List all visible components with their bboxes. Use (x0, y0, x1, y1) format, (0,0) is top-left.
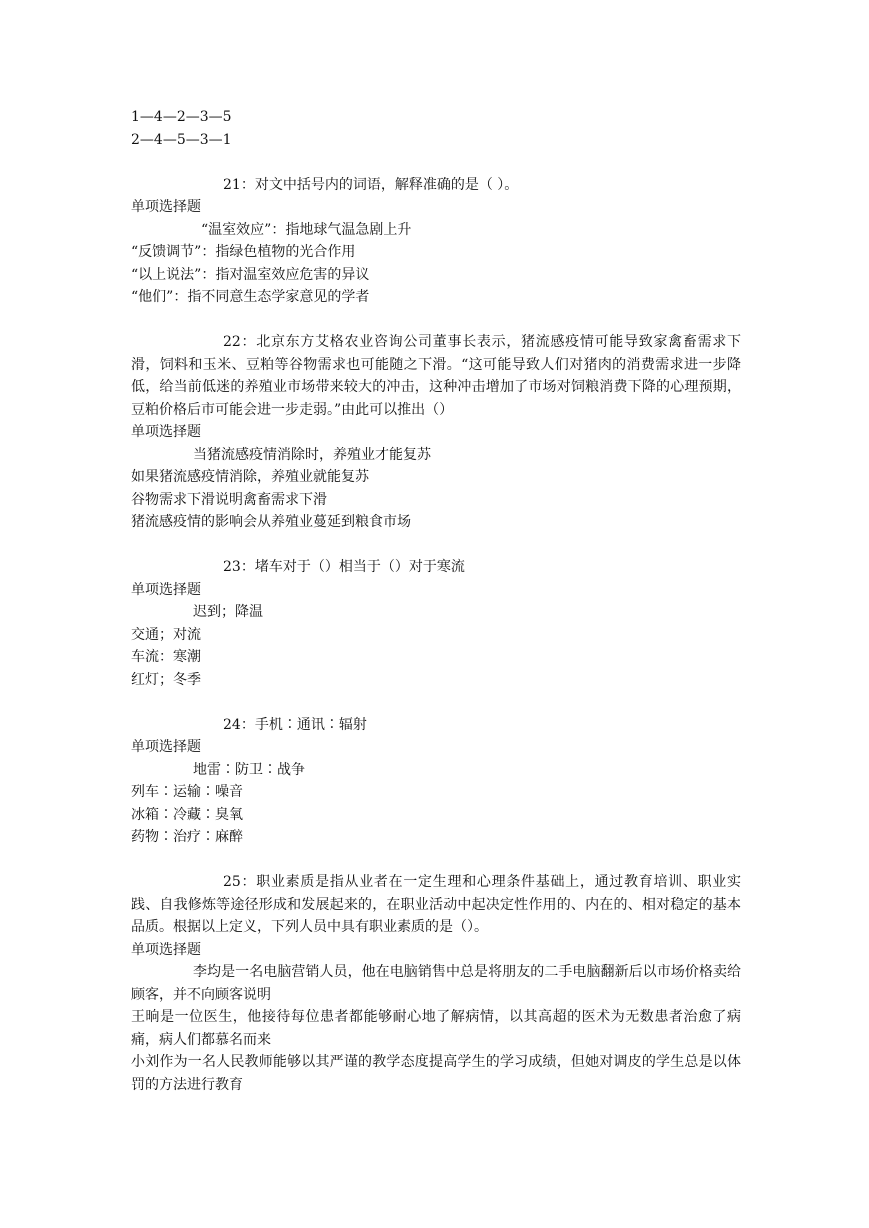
option: “温室效应”：指地球气温急剧上升 (201, 221, 412, 238)
option: 列车∶运输∶噪音 (131, 784, 243, 800)
question-stem: 22：北京东方艾格农业咨询公司董事长表示，猪流感疫情可能导致家禽畜需求下滑，饲料和玉米、豆粕等谷物需求也可能随之下滑。“这可能导致人们对猪肉的消费需求进一步降低，给当前低迷的养殖业市场带来较大的冲击，这种冲击增加了市场对饲粮消费下降的心理预期，豆粕价格后市可能会进一步走弱。”由此可以推出（） (131, 334, 741, 418)
option: “以上说法”：指对温室效应危害的异议 (131, 266, 370, 283)
document-content (131, 106, 741, 1096)
sequence-line: 2—4—5—3—1 (131, 131, 232, 148)
option: 小刘作为一名人民教师能够以其严谨的教学态度提高学生的学习成绩，但她对调皮的学生总是以体罚的方法进行教育 (131, 1054, 741, 1093)
question-24 (131, 714, 741, 849)
question-stem: 21：对文中括号内的词语，解释准确的是（ ）。 (223, 176, 519, 193)
option: “反馈调节”：指绿色植物的光合作用 (131, 244, 356, 260)
option: “他们”：指不同意生态学家意见的学者 (131, 289, 370, 305)
option: 冰箱∶冷藏∶臭氧 (131, 806, 243, 823)
option: 猪流感疫情的影响会从养殖业蔓延到粮食市场 (131, 514, 411, 530)
option: 如果猪流感疫情消除，养殖业就能复苏 (131, 469, 369, 485)
option: 车流：寒潮 (131, 649, 201, 665)
question-stem: 25：职业素质是指从业者在一定生理和心理条件基础上，通过教育培训、职业实践、自我修炼等途径形成和发展起来的，在职业活动中起决定性作用的、内在的、相对稳定的基本品质。根据以上定义，下列人员中具有职业素质的是（）。 (131, 874, 741, 935)
option: 王晌是一位医生，他接待每位患者都能够耐心地了解病情，以其高超的医术为无数患者治愈了病痛，病人们都慕名而来 (131, 1009, 741, 1048)
option: 药物∶治疗∶麻醉 (131, 829, 243, 845)
question-22 (131, 331, 741, 534)
question-21 (131, 174, 741, 309)
question-25 (131, 871, 741, 1096)
option: 当猪流感疫情消除时，养殖业才能复苏 (193, 446, 431, 463)
option: 李均是一名电脑营销人员，他在电脑销售中总是将朋友的二手电脑翻新后以市场价格卖给顾客，并不向顾客说明 (131, 964, 741, 1003)
option: 红灯；冬季 (131, 671, 201, 688)
question-type-label: 单项选择题 (131, 941, 201, 958)
question-23 (131, 556, 741, 691)
question-stem: 24：手机∶通讯∶辐射 (223, 716, 367, 733)
sequence-line: 1—4—2—3—5 (131, 109, 232, 125)
question-type-label: 单项选择题 (131, 581, 201, 598)
option: 地雷∶防卫∶战争 (193, 761, 305, 778)
question-type-label: 单项选择题 (131, 424, 201, 440)
question-type-label: 单项选择题 (131, 199, 201, 215)
question-type-label: 单项选择题 (131, 739, 201, 755)
option: 谷物需求下滑说明禽畜需求下滑 (131, 491, 327, 508)
option: 交通；对流 (131, 626, 201, 643)
option: 迟到；降温 (193, 604, 263, 620)
question-stem: 23：堵车对于（）相当于（）对于寒流 (223, 559, 465, 575)
